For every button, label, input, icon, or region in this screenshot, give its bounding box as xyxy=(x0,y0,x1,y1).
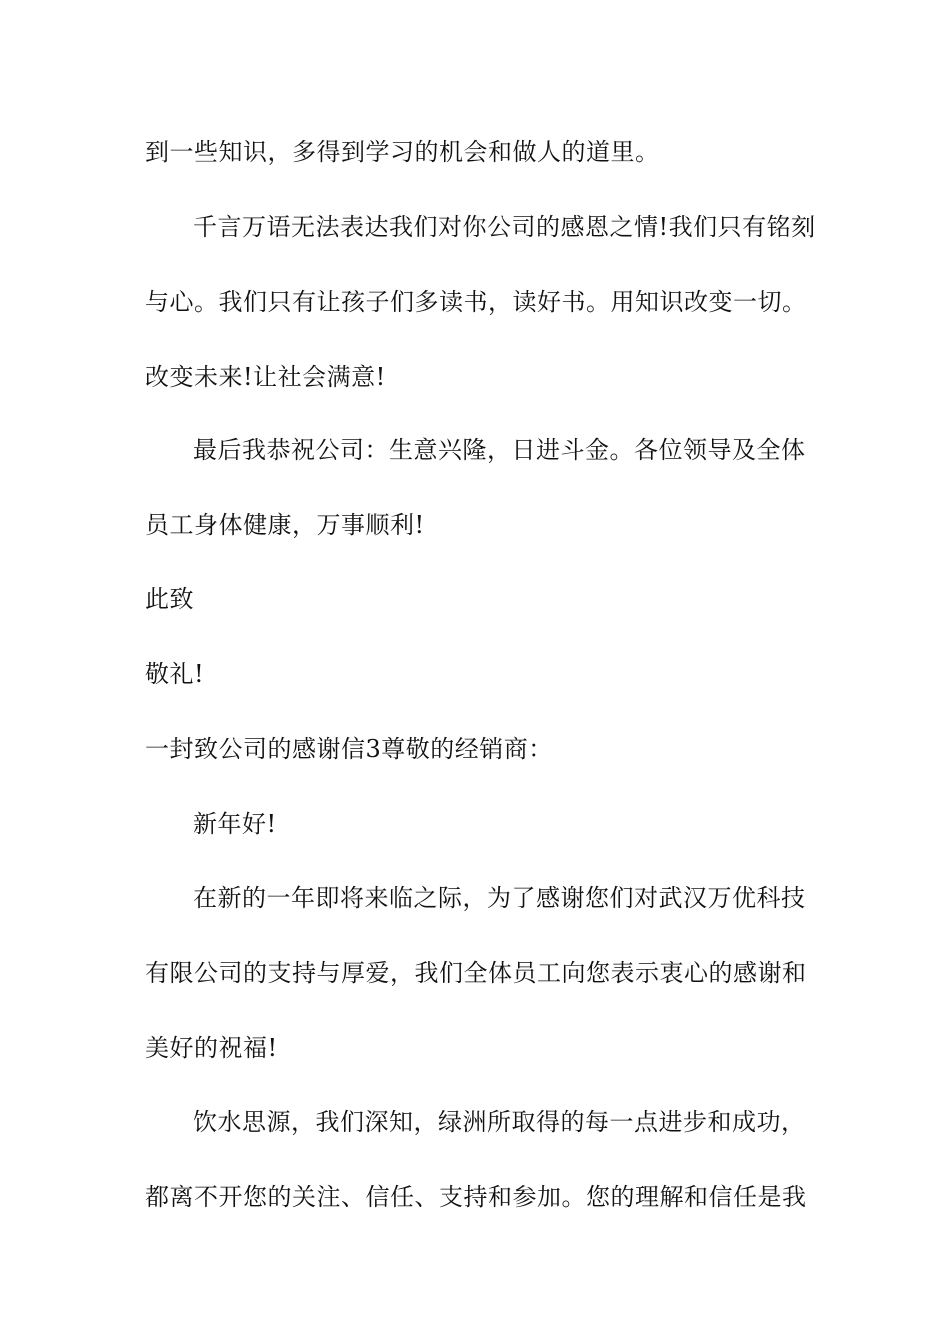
text-line-13: 美好的祝福! xyxy=(145,1034,278,1062)
text-line-2: 千言万语无法表达我们对你公司的感恩之情!我们只有铭刻 xyxy=(193,213,816,241)
text-line-15: 都离不开您的关注、信任、支持和参加。您的理解和信任是我 xyxy=(145,1183,807,1211)
text-line-6: 员工身体健康，万事顺利! xyxy=(145,511,425,539)
text-line-11: 在新的一年即将来临之际，为了感谢您们对武汉万优科技 xyxy=(193,884,806,912)
text-line-12: 有限公司的支持与厚爱，我们全体员工向您表示衷心的感谢和 xyxy=(145,959,807,987)
text-line-7: 此致 xyxy=(145,585,194,613)
text-line-4: 改变未来!让社会满意! xyxy=(145,363,386,391)
text-line-3: 与心。我们只有让孩子们多读书，读好书。用知识改变一切。 xyxy=(145,288,807,316)
text-line-5: 最后我恭祝公司：生意兴隆，日进斗金。各位领导及全体 xyxy=(193,436,806,464)
text-line-9: 一封致公司的感谢信3尊敬的经销商： xyxy=(145,735,553,763)
text-line-1: 到一些知识，多得到学习的机会和做人的道里。 xyxy=(145,138,660,166)
text-line-10: 新年好! xyxy=(193,810,277,838)
text-line-8: 敬礼! xyxy=(145,660,205,688)
text-line-14: 饮水思源，我们深知，绿洲所取得的每一点进步和成功， xyxy=(193,1108,806,1136)
